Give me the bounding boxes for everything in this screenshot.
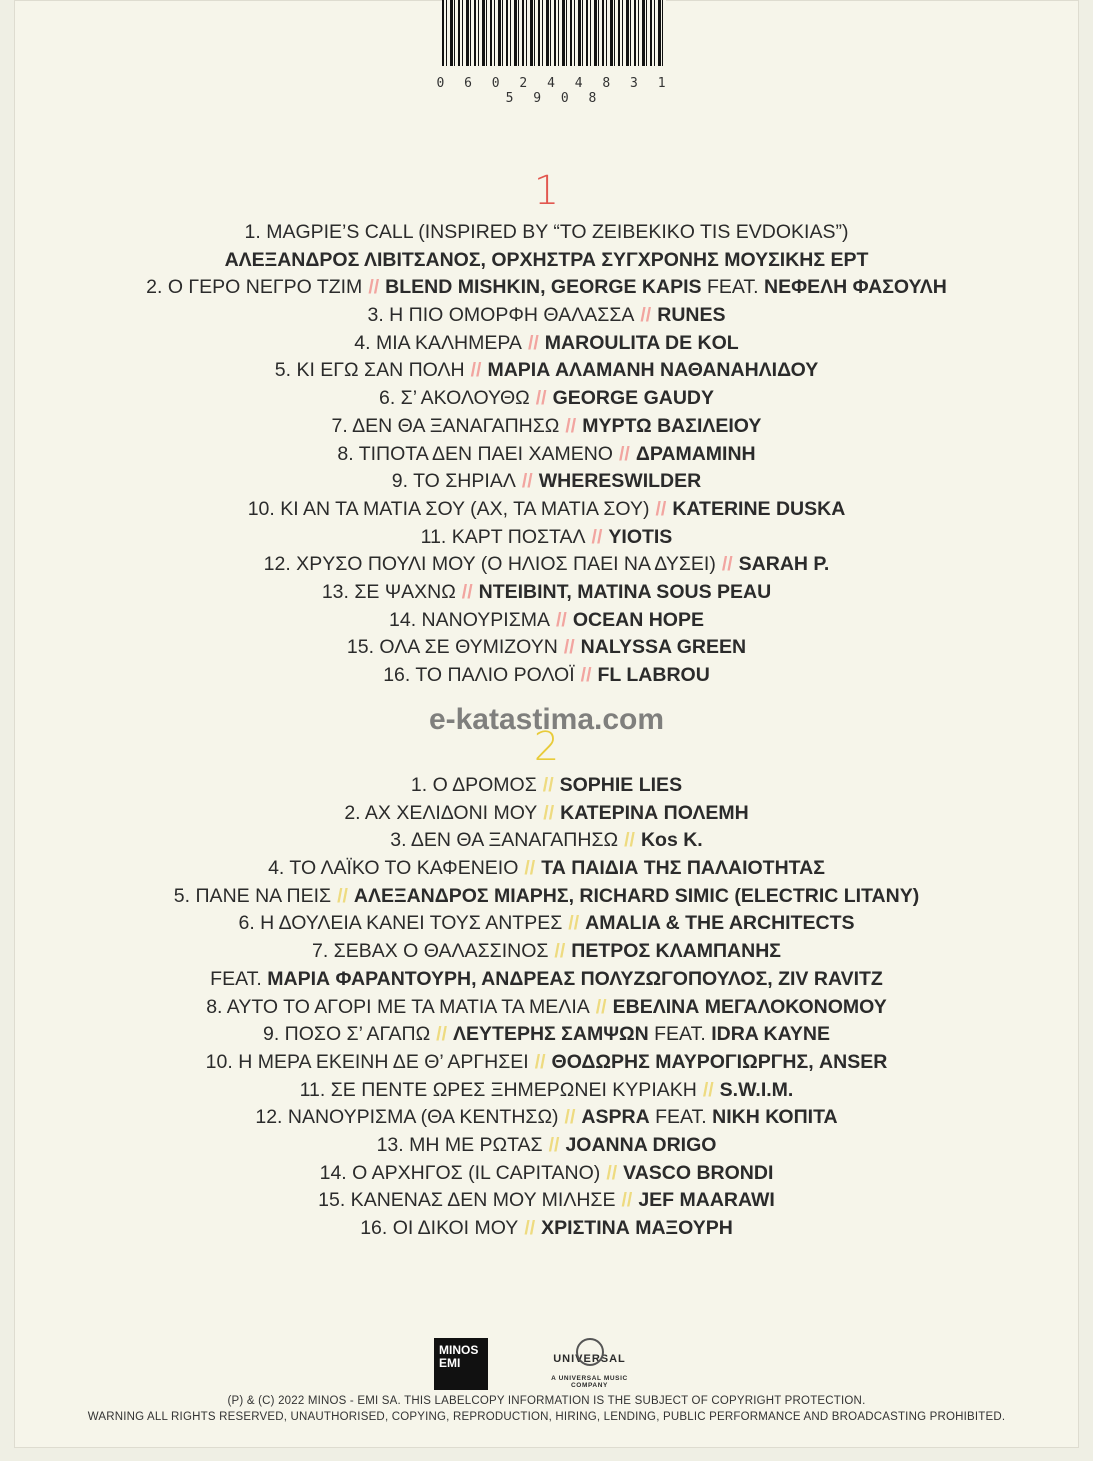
track-title: 14. ΝΑΝΟΥΡΙΣΜΑ [389,608,551,631]
track-row [0,413,1093,441]
track-artist: OCEAN HOPE [572,608,704,631]
track-row [0,219,1093,247]
track-row [0,607,1093,635]
track-artist: ΤΑ ΠΑΙΔΙΑ ΤΗΣ ΠΑΛΑΙΟΤΗΤΑΣ [541,857,825,880]
track-artist: JOANNA DRIGO [565,1133,717,1156]
track-row [0,1160,1093,1188]
track-separator: // [521,470,533,493]
track-artist: ΘΟΔΩΡΗΣ ΜΑΥΡΟΓΙΩΡΓΗΣ, ANSER [551,1050,888,1073]
track-title: 5. ΚΙ ΕΓΩ ΣΑΝ ΠΟΛΗ [274,359,465,382]
track-row [0,468,1093,496]
warning-line: WARNING ALL RIGHTS RESERVED, UNAUTHORISED, COPYING, REPRODUCTION, HIRING, LENDING, PUBLIC PERFORMANCE AND BROADCASTING PROHIBITED. [87,1411,1006,1423]
track-artist: FL LABROU [597,664,710,686]
track-row [0,910,1093,938]
track-separator: // [461,580,473,603]
track-separator: // [556,608,567,631]
disc-2-tracklist [0,772,1093,1243]
track-title: 1. MAGPIE’S CALL (INSPIRED BY “TO ZEIBEKIKO TIS EVDOKIAS”) [244,221,849,243]
copyright-line: (P) & (C) 2022 MINOS - EMI SA. THIS LABELCOPY INFORMATION IS THE SUBJECT OF COPYRIGHT PROTECTION. [227,1395,866,1407]
track-artist: BLEND MISHKIN, GEORGE KAPIS [385,276,702,299]
globe-icon [576,1338,604,1366]
track-separator: // [542,774,554,796]
track-row [0,496,1093,524]
track-separator: // [535,387,547,410]
track-separator: // [606,1161,618,1184]
track-feat: FEAT. [654,1023,706,1046]
track-row [0,385,1093,413]
track-artist: ΛΕΥΤΕΡΗΣ ΣΑΜΨΩΝ [453,1023,649,1046]
track-row [0,966,1093,994]
track-artist: ΑΛΕΞΑΝΔΡΟΣ ΛΙΒΙΤΣΑΝΟΣ, ΟΡΧΗΣΤΡΑ ΣΥΓΧΡΟΝΗΣ ΜΟΥΣΙΚΗΣ ΕΡΤ [224,248,869,271]
track-title: 16. ΤΟ ΠΑΛΙΟ ΡΟΛΟΪ [383,664,575,686]
track-title: 10. ΚΙ ΑΝ ΤΑ ΜΑΤΙΑ ΣΟΥ (ΑΧ, ΤΑ ΜΑΤΙΑ ΣΟΥ) [247,497,650,520]
track-separator: // [591,525,603,548]
track-row [0,1104,1093,1132]
track-separator: // [436,1023,448,1046]
track-title: 3. ΔΕΝ ΘΑ ΞΑΝΑΓΑΠΗΣΩ [390,829,619,852]
track-row [0,274,1093,302]
track-separator: // [655,497,667,520]
track-title: 2. ΑΧ ΧΕΛΙΔΟΝΙ ΜΟΥ [344,801,538,824]
track-title: 8. ΤΙΠΟΤΑ ΔΕΝ ΠΑΕΙ ΧΑΜΕΝΟ [337,442,613,465]
track-separator: // [563,636,575,659]
track-title: 6. Η ΔΟΥΛΕΙΑ ΚΑΝΕΙ ΤΟΥΣ ΑΝΤΡΕΣ [238,912,563,935]
track-artist: ΜΑΡΙΑ ΑΛΑΜΑΝΗ ΝΑΘΑΝΑΗΛΙΔΟΥ [487,359,819,382]
track-row [0,441,1093,469]
track-title: 4. ΜΙΑ ΚΑΛΗΜΕΡΑ [354,331,522,354]
track-separator: // [543,801,555,824]
track-row [0,1187,1093,1215]
track-separator: // [595,995,607,1018]
track-artist: SARAH P. [738,553,830,576]
track-artist: S.W.I.M. [719,1078,794,1101]
track-title: 15. ΟΛΑ ΣΕ ΘΥΜΙΖΟΥΝ [346,636,558,659]
track-separator: // [568,912,580,935]
disc-1-number: 1 [533,168,560,214]
track-title: 7. ΣΕΒΑΧ Ο ΘΑΛΑΣΣΙΝΟΣ [311,940,549,963]
minos-emi-logo: MINOS EMI [434,1338,488,1390]
track-separator: // [524,857,536,880]
track-row [0,524,1093,552]
track-title: 2. Ο ΓΕΡΟ ΝΕΓΡΟ ΤΖΙΜ [146,276,363,299]
track-separator: // [368,276,380,299]
track-row [0,994,1093,1022]
track-row [0,579,1093,607]
track-title: 13. ΜΗ ΜΕ ΡΩΤΑΣ [376,1133,543,1156]
track-title: 12. ΝΑΝΟΥΡΙΣΜΑ (ΘΑ ΚΕΝΤΗΣΩ) [255,1106,559,1129]
universal-name: UNIVERSAL [553,1353,626,1365]
track-artist: VASCO BRONDI [623,1161,774,1184]
watermark: e-katastima.com [428,703,665,736]
track-artist: ΕΒΕΛΙΝΑ ΜΕΓΑΛΟΚΟΝΟΜΟΥ [612,995,887,1018]
track-separator: // [565,414,577,437]
track-separator: // [554,940,566,963]
track-feat: FEAT. [706,276,759,299]
track-row [0,827,1093,855]
track-row [0,1049,1093,1077]
disc-2-number: 2 [533,724,560,770]
track-artist: GEORGE GAUDY [552,387,714,410]
track-title: 12. ΧΡΥΣΟ ΠΟΥΛΙ ΜΟΥ (Ο ΗΛΙΟΣ ΠΑΕΙ ΝΑ ΔΥΣΕΙ) [263,553,716,576]
track-row [0,772,1093,800]
track-title: 1. Ο ΔΡΟΜΟΣ [410,774,537,796]
track-separator: // [534,1050,546,1073]
track-row [0,302,1093,330]
track-title: 9. ΤΟ ΣΗΡΙΑΛ [391,470,516,493]
track-separator: // [564,1106,576,1129]
track-artist: ΠΕΤΡΟΣ ΚΛΑΜΠΑΝΗΣ [571,940,782,963]
track-row [0,1132,1093,1160]
track-separator: // [470,359,482,382]
track-row [0,662,1093,690]
track-separator: // [527,331,539,354]
track-artist: AMALIA & THE ARCHITECTS [585,912,855,935]
track-title: 5. ΠΑΝΕ ΝΑ ΠΕΙΣ [173,884,332,907]
track-title: 15. ΚΑΝΕΝΑΣ ΔΕΝ ΜΟΥ ΜΙΛΗΣΕ [318,1189,616,1212]
track-title: 16. ΟΙ ΔΙΚΟΙ ΜΟΥ [360,1217,519,1239]
track-title: 11. ΚΑΡΤ ΠΟΣΤΑΛ [420,525,586,548]
track-artist: ΔΡΑΜΑΜΙΝΗ [635,442,756,465]
track-row [0,551,1093,579]
track-row [0,800,1093,828]
track-feat: FEAT. [210,967,262,990]
track-artist: Kos K. [640,829,703,852]
barcode [442,0,666,66]
track-row [0,938,1093,966]
label-logos [434,1338,664,1390]
track-artist: KATERINE DUSKA [672,497,846,520]
disc-1-tracklist [0,219,1093,690]
track-featured-artist: ΝΙΚΗ ΚΟΠΙΤΑ [712,1106,838,1129]
track-featured-artist: IDRA KAYNE [711,1023,831,1046]
track-separator: // [580,664,592,686]
track-title: 6. Σ’ ΑΚΟΛΟΥΘΩ [378,387,530,410]
track-separator: // [548,1133,560,1156]
track-title: 8. ΑΥΤΟ ΤΟ ΑΓΟΡΙ ΜΕ ΤΑ ΜΑΤΙΑ ΤΑ ΜΕΛΙΑ [206,995,590,1018]
track-separator: // [621,1189,633,1212]
track-row [0,330,1093,358]
track-artist: ASPRA [581,1106,650,1129]
track-row [0,883,1093,911]
track-row [0,247,1093,275]
track-separator: // [721,553,733,576]
track-artist: ΜΥΡΤΩ ΒΑΣΙΛΕΙΟΥ [582,414,762,437]
track-artist: RUNES [657,304,726,327]
track-artist: NALYSSA GREEN [580,636,747,659]
track-title: 13. ΣΕ ΨΑΧΝΩ [321,580,456,603]
track-feat: FEAT. [655,1106,707,1129]
track-separator: // [337,884,348,907]
track-row [0,1021,1093,1049]
track-artist: MAROULITA DE KOL [544,331,739,354]
track-featured-artist: ΝΕΦΕΛΗ ΦΑΣΟΥΛΗ [764,276,947,299]
track-artist: ΚΑΤΕΡΙΝΑ ΠΟΛΕΜΗ [560,801,749,824]
track-title: 9. ΠΟΣΟ Σ’ ΑΓΑΠΩ [262,1023,431,1046]
track-separator: // [702,1078,714,1101]
track-artist: YIOTIS [608,525,673,548]
universal-subtitle: A UNIVERSAL MUSIC COMPANY [551,1375,628,1389]
track-row [0,357,1093,385]
universal-logo [532,1338,647,1390]
track-row [0,634,1093,662]
barcode-number: 0 6 0 2 4 4 8 3 1 5 9 0 8 [436,76,672,106]
track-artist: SOPHIE LIES [559,774,683,796]
track-artist: ΝΤΕΙΒΙΝΤ, MATINA SOUS PEAU [478,580,772,603]
track-title: 7. ΔΕΝ ΘΑ ΞΑΝΑΓΑΠΗΣΩ [331,414,560,437]
track-title: 4. ΤΟ ΛΑΪΚΟ ΤΟ ΚΑΦΕΝΕΙΟ [268,857,519,880]
track-featured-artist: ΜΑΡΙΑ ΦΑΡΑΝΤΟΥΡΗ, ΑΝΔΡΕΑΣ ΠΟΛΥΖΩΓΟΠΟΥΛΟΣ, ZIV RAVITZ [267,967,883,990]
track-separator: // [624,829,635,852]
track-artist: ΑΛΕΞΑΝΔΡΟΣ ΜΙΑΡΗΣ, RICHARD SIMIC (ELECTRIC LITANY) [353,884,920,907]
track-row [0,1077,1093,1105]
track-title: 3. Η ΠΙΟ ΟΜΟΡΦΗ ΘΑΛΑΣΣΑ [367,304,635,327]
track-row [0,1215,1093,1243]
track-separator: // [524,1217,536,1239]
track-separator: // [640,304,652,327]
track-row [0,855,1093,883]
track-title: 10. Η ΜΕΡΑ ΕΚΕΙΝΗ ΔΕ Θ’ ΑΡΓΗΣΕΙ [205,1050,529,1073]
track-title: 11. ΣΕ ΠΕΝΤΕ ΩΡΕΣ ΞΗΜΕΡΩΝΕΙ ΚΥΡΙΑΚΗ [299,1078,697,1101]
track-title: 14. Ο ΑΡΧΗΓΟΣ (IL CAPITANO) [319,1161,601,1184]
track-artist: WHERESWILDER [538,470,702,493]
track-separator: // [618,442,630,465]
track-artist: ΧΡΙΣΤΙΝΑ ΜΑΞΟΥΡΗ [541,1217,733,1239]
track-artist: JEF MAARAWI [638,1189,775,1212]
